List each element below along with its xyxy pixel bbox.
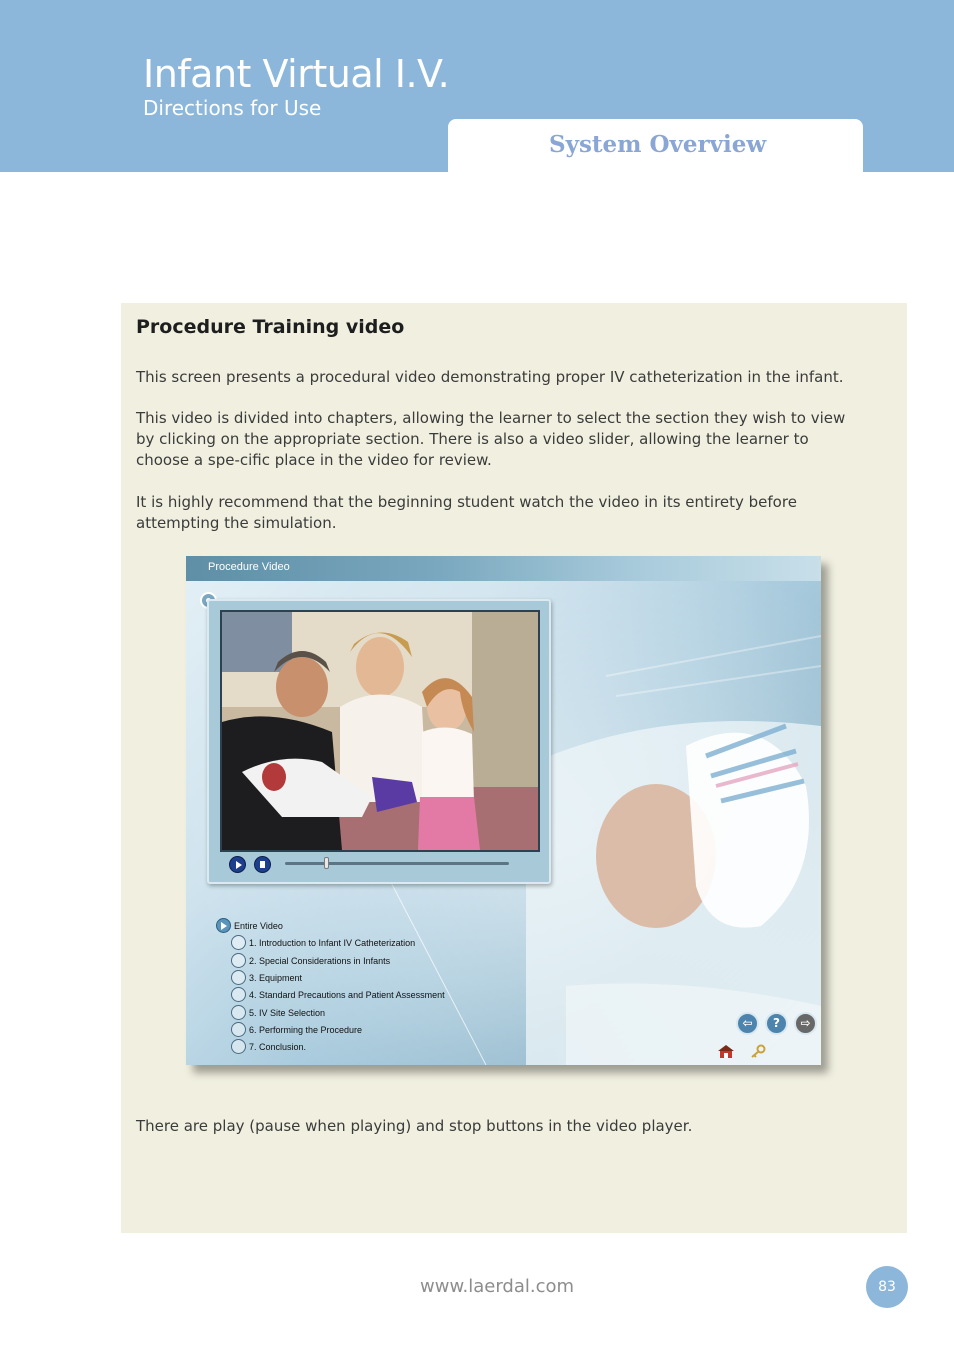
content-box [121, 303, 907, 1233]
help-icon[interactable]: ? [765, 1012, 788, 1035]
procedure-video-screenshot [186, 556, 821, 1065]
section-heading: Procedure Training video [136, 316, 405, 338]
chapter-label: 2. Special Considerations in Infants [249, 955, 391, 966]
radio-circle-icon[interactable] [231, 970, 246, 985]
chapter-label: 3. Equipment [249, 972, 303, 983]
paragraph-chapters: This video is divided into chapters, allowing the learner to select the section they wish to view by clicking on the appropriate section. There is also a video slider, allowing the learner to choose a spe-cific place in the video for review. [136, 409, 846, 469]
video-still-image [222, 612, 538, 850]
paragraph-recommendation: It is highly recommend that the beginning student watch the video in its entirety before attempting the simulation. [136, 493, 797, 532]
document-subtitle: Directions for Use [143, 96, 322, 120]
screenshot-titlebar [186, 556, 821, 581]
chapter-label: 4. Standard Precautions and Patient Assessment [249, 990, 445, 1001]
document-title: Infant Virtual I.V. [143, 52, 450, 96]
paragraph-player-buttons: There are play (pause when playing) and stop buttons in the video player. [136, 1117, 693, 1135]
home-icon[interactable] [716, 1043, 736, 1059]
stop-button[interactable] [254, 856, 271, 873]
radio-circle-icon[interactable] [231, 1022, 246, 1037]
play-button[interactable] [229, 856, 246, 873]
page-number-badge: 83 [866, 1266, 908, 1308]
radio-circle-icon[interactable] [231, 1005, 246, 1020]
chapter-label: Entire Video [234, 921, 283, 931]
chapter-label: 1. Introduction to Infant IV Catheterization [249, 938, 416, 949]
forward-arrow-icon[interactable]: ⇨ [794, 1012, 817, 1035]
radio-circle-icon[interactable] [231, 1039, 246, 1054]
back-arrow-icon[interactable]: ⇦ [736, 1012, 759, 1035]
screenshot-window-title: Procedure Video [208, 561, 290, 573]
video-player [207, 599, 551, 884]
section-tab [448, 119, 863, 172]
key-icon[interactable] [750, 1044, 766, 1058]
header-band [0, 0, 954, 172]
video-slider[interactable] [285, 862, 509, 865]
radio-circle-icon[interactable] [231, 953, 246, 968]
chapter-label: 7. Conclusion. [249, 1042, 307, 1053]
play-circle-icon[interactable] [216, 918, 231, 933]
footer-url[interactable]: www.laerdal.com [420, 1276, 575, 1297]
section-tab-label: System Overview [549, 131, 767, 158]
paragraph-intro: This screen presents a procedural video demonstrating proper IV catheterization in the infant. [136, 368, 844, 386]
chapter-label: 5. IV Site Selection [249, 1007, 326, 1018]
video-frame[interactable] [220, 610, 540, 852]
video-slider-handle[interactable] [324, 857, 329, 869]
chapter-label: 6. Performing the Procedure [249, 1024, 363, 1035]
